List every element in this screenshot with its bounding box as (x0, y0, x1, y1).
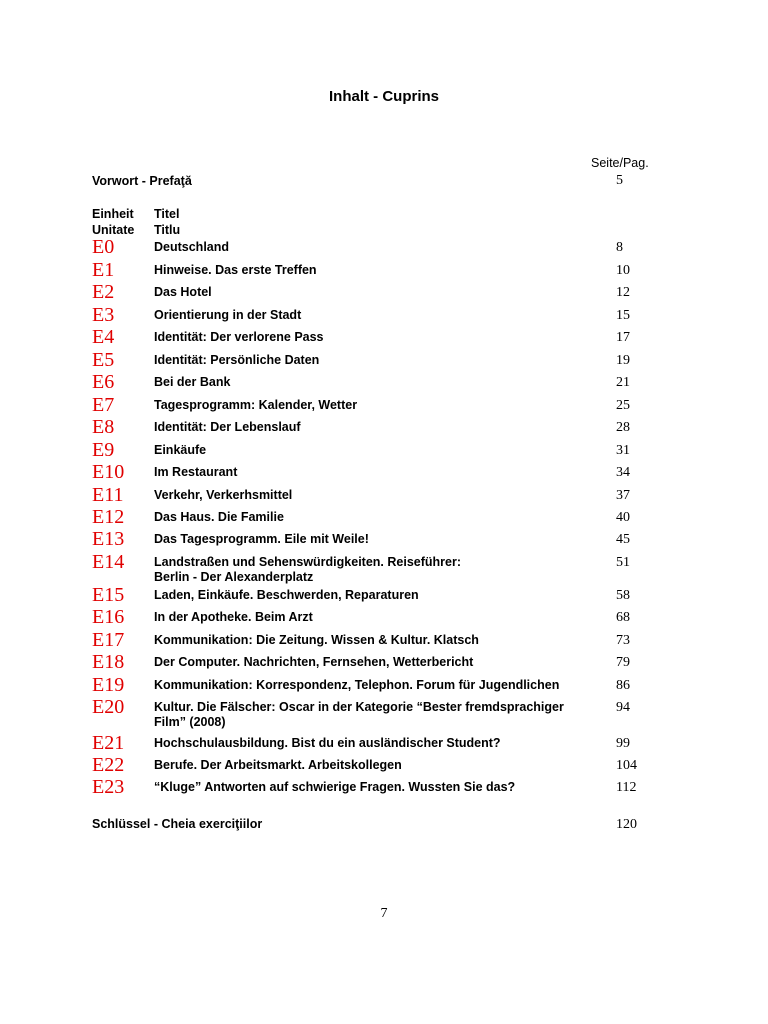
unit-page: 51 (616, 555, 630, 570)
unit-title[interactable]: Kommunikation: Die Zeitung. Wissen & Kultur. Klatsch (154, 633, 479, 647)
unit-page: 28 (616, 420, 630, 435)
unit-page: 15 (616, 308, 630, 323)
unit-title[interactable]: Im Restaurant (154, 465, 238, 479)
title-header-ro: Titlu (154, 223, 181, 237)
unit-title[interactable]: Das Tagesprogramm. Eile mit Weile! (154, 532, 369, 546)
unit-page: 8 (616, 240, 623, 255)
unit-page: 25 (616, 398, 630, 413)
unit-page: 86 (616, 678, 630, 693)
unit-page: 10 (616, 263, 630, 278)
unit-page: 37 (616, 488, 630, 503)
unit-title[interactable]: Der Computer. Nachrichten, Fernsehen, Wetterbericht (154, 655, 474, 669)
unit-title[interactable]: In der Apotheke. Beim Arzt (154, 610, 313, 624)
unit-title[interactable]: Deutschland (154, 240, 230, 254)
unit-code: E16 (92, 606, 125, 628)
unit-title[interactable]: Orientierung in der Stadt (154, 308, 302, 322)
unit-page: 17 (616, 330, 630, 345)
unit-code: E0 (92, 236, 115, 258)
unit-page: 58 (616, 588, 630, 603)
unit-page: 12 (616, 285, 630, 300)
unit-page: 79 (616, 655, 630, 670)
unit-title[interactable]: Hinweise. Das erste Treffen (154, 263, 317, 277)
unit-code: E5 (92, 349, 115, 371)
unit-title[interactable]: Kommunikation: Korrespondenz, Telephon. Forum für Jugendlichen (154, 678, 560, 692)
unit-title-continued: Berlin - Der Alexanderplatz (154, 570, 314, 584)
unit-code: E21 (92, 732, 125, 754)
unit-title-continued: Film” (2008) (154, 715, 226, 729)
unit-code: E20 (92, 696, 125, 718)
unit-title[interactable]: Identität: Der Lebenslauf (154, 420, 301, 434)
unit-title[interactable]: Identität: Der verlorene Pass (154, 330, 324, 344)
unit-title[interactable]: Tagesprogramm: Kalender, Wetter (154, 398, 358, 412)
unit-title[interactable]: Das Hotel (154, 285, 212, 299)
unit-page: 112 (616, 780, 637, 795)
unit-title[interactable]: Landstraßen und Sehenswürdigkeiten. Reiseführer: (154, 555, 462, 569)
unit-header-ro: Unitate (92, 223, 135, 237)
page-number: 7 (380, 906, 388, 921)
unit-page: 21 (616, 375, 630, 390)
unit-page: 99 (616, 736, 630, 751)
unit-code: E14 (92, 551, 125, 573)
unit-code: E23 (92, 776, 125, 798)
key-page: 120 (616, 817, 637, 832)
title-header-de: Titel (154, 207, 180, 221)
unit-code: E8 (92, 416, 115, 438)
unit-code: E12 (92, 506, 125, 528)
unit-title[interactable]: “Kluge” Antworten auf schwierige Fragen. Wussten Sie das? (154, 780, 516, 794)
unit-title[interactable]: Identität: Persönliche Daten (154, 353, 320, 367)
unit-page: 31 (616, 443, 630, 458)
unit-code: E4 (92, 326, 115, 348)
unit-code: E22 (92, 754, 125, 776)
unit-page: 68 (616, 610, 630, 625)
unit-title[interactable]: Kultur. Die Fälscher: Oscar in der Kategorie “Bester fremdsprachiger (154, 700, 564, 714)
unit-code: E11 (92, 484, 124, 506)
unit-code: E9 (92, 439, 115, 461)
unit-code: E10 (92, 461, 125, 483)
unit-code: E17 (92, 629, 125, 651)
unit-page: 19 (616, 353, 630, 368)
unit-title[interactable]: Das Haus. Die Familie (154, 510, 284, 524)
unit-page: 40 (616, 510, 630, 525)
unit-title[interactable]: Berufe. Der Arbeitsmarkt. Arbeitskollegen (154, 758, 402, 772)
unit-code: E2 (92, 281, 115, 303)
preface-label: Vorwort - Prefaţă (92, 174, 192, 188)
unit-page: 45 (616, 532, 630, 547)
unit-code: E13 (92, 528, 125, 550)
unit-code: E15 (92, 584, 125, 606)
unit-title[interactable]: Verkehr, Verkerhsmittel (154, 488, 293, 502)
page-title: Inhalt - Cuprins (329, 88, 439, 105)
unit-title[interactable]: Laden, Einkäufe. Beschwerden, Reparaturen (154, 588, 419, 602)
unit-page: 104 (616, 758, 637, 773)
unit-page: 94 (616, 700, 630, 715)
unit-code: E18 (92, 651, 125, 673)
unit-header-de: Einheit (92, 207, 134, 221)
key-label: Schlüssel - Cheia exerciţiilor (92, 817, 263, 831)
unit-code: E1 (92, 259, 115, 281)
unit-code: E3 (92, 304, 115, 326)
page-column-header: Seite/Pag. (591, 156, 649, 170)
unit-page: 73 (616, 633, 630, 648)
unit-title[interactable]: Bei der Bank (154, 375, 231, 389)
unit-page: 34 (616, 465, 630, 480)
unit-code: E7 (92, 394, 115, 416)
unit-code: E6 (92, 371, 115, 393)
unit-title[interactable]: Hochschulausbildung. Bist du ein ausländischer Student? (154, 736, 501, 750)
preface-page: 5 (616, 173, 623, 188)
unit-code: E19 (92, 674, 125, 696)
unit-title[interactable]: Einkäufe (154, 443, 207, 457)
